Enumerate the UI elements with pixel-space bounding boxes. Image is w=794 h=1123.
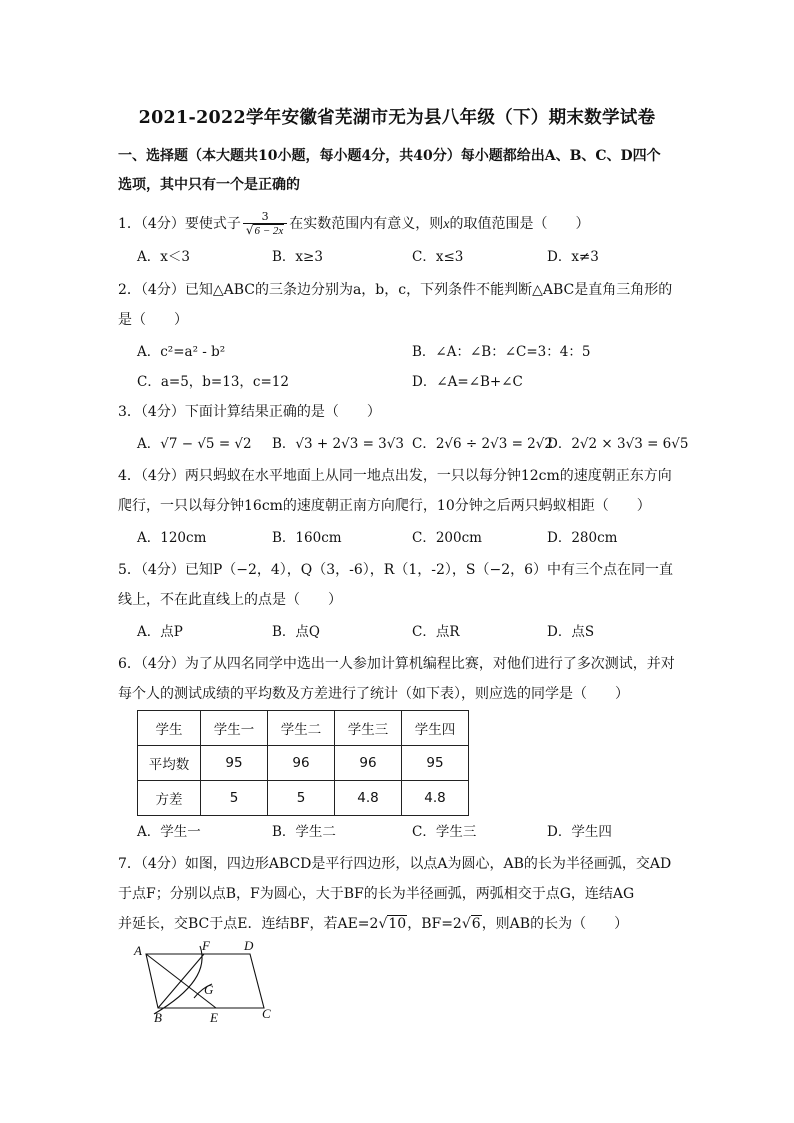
page-title: 2021-2022学年安徽省芜湖市无为县八年级（下）期末数学试卷 bbox=[138, 108, 656, 128]
segment-bf bbox=[158, 954, 204, 1008]
q4-option-c[interactable]: C．200cm bbox=[412, 530, 482, 546]
table-cell: 5 bbox=[201, 781, 268, 816]
label-e: E bbox=[210, 1010, 218, 1025]
q4-option-d[interactable]: D．280cm bbox=[547, 530, 618, 546]
q6-line1: 6．（4分）为了从四名同学中选出一人参加计算机编程比赛，对他们进行了多次测试，并对 bbox=[118, 656, 675, 672]
q4-option-b[interactable]: B．160cm bbox=[272, 530, 342, 546]
q3-option-b[interactable]: B．√3 + 2√3 = 3√3 bbox=[272, 436, 404, 452]
q1-option-b[interactable]: B．x≥3 bbox=[272, 249, 323, 265]
table-cell: 5 bbox=[268, 781, 335, 816]
question-1 bbox=[118, 211, 688, 237]
q4-option-a[interactable]: A．120cm bbox=[137, 530, 207, 546]
q7-line1: 7．（4分）如图，四边形ABCD是平行四边形，以点A为圆心，AB的长为半径画弧，交AD bbox=[118, 856, 672, 872]
q2-option-a[interactable]: A．c²=a² - b² bbox=[137, 344, 226, 360]
q4-line2: 爬行，一只以每分钟16cm的速度朝正南方向爬行，10分钟之后两只蚂蚁相距（ ） bbox=[118, 498, 651, 514]
q1-suffix-b: 的取值范围是（ ） bbox=[449, 216, 590, 232]
table-cell: 平均数 bbox=[138, 746, 201, 781]
q2-option-d[interactable]: D．∠A=∠B+∠C bbox=[412, 374, 523, 390]
q2-line2: 是（ ） bbox=[118, 312, 188, 328]
q5-option-d[interactable]: D．点S bbox=[547, 624, 595, 640]
radical-icon: √ bbox=[378, 916, 388, 932]
q6-option-d[interactable]: D．学生四 bbox=[547, 824, 612, 840]
q3-line1: 3．（4分）下面计算结果正确的是（ ） bbox=[118, 404, 381, 420]
q5-line1: 5．（4分）已知P（−2，4），Q（3，-6），R（1，-2），S（−2，6）中有三个点在同一直 bbox=[118, 562, 674, 578]
parallelogram-figure bbox=[132, 938, 282, 1028]
q7-line3-c: ，则AB的长为（ ） bbox=[481, 916, 629, 932]
q1-fraction bbox=[243, 211, 287, 237]
label-b: B bbox=[154, 1010, 162, 1025]
q1-option-d[interactable]: D．x≠3 bbox=[547, 249, 599, 265]
table-row-mean bbox=[138, 746, 469, 781]
q1-option-c[interactable]: C．x≤3 bbox=[412, 249, 464, 265]
label-g: G bbox=[204, 982, 214, 997]
table-row-variance bbox=[138, 781, 469, 816]
label-f: F bbox=[202, 938, 210, 953]
q7-radicand-2: 6 bbox=[471, 916, 481, 932]
q1-frac-num: 3 bbox=[243, 211, 287, 224]
table-row-header bbox=[138, 711, 469, 746]
label-d: D bbox=[244, 938, 254, 953]
q7-line2: 于点F；分别以点B，F为圆心，大于BF的长为半径画弧，两弧相交于点G，连结AG bbox=[118, 886, 635, 902]
q2-option-b[interactable]: B．∠A：∠B：∠C=3：4：5 bbox=[412, 344, 591, 360]
table-cell: 95 bbox=[402, 746, 469, 781]
q5-option-c[interactable]: C．点R bbox=[412, 624, 460, 640]
q2-option-c[interactable]: C．a=5，b=13，c=12 bbox=[137, 374, 289, 390]
q7-line3-a: 并延长，交BC于点E．连结BF，若AE=2 bbox=[118, 916, 379, 932]
table-cell: 4.8 bbox=[402, 781, 469, 816]
table-cell: 4.8 bbox=[335, 781, 402, 816]
q1-suffix-a: 在实数范围内有意义，则 bbox=[289, 216, 444, 232]
q1-frac-den: √6 − 2x bbox=[245, 223, 284, 237]
table-cell: 95 bbox=[201, 746, 268, 781]
q3-option-c[interactable]: C．2√6 ÷ 2√3 = 2√2 bbox=[412, 436, 553, 452]
q5-option-b[interactable]: B．点Q bbox=[272, 624, 320, 640]
q2-line1: 2．（4分）已知△ABC的三条边分别为a，b，c，下列条件不能判断△ABC是直角三角形的 bbox=[118, 282, 673, 298]
radical-icon: √ bbox=[461, 916, 471, 932]
q3-option-a[interactable]: A．√7 − √5 = √2 bbox=[137, 436, 252, 452]
q3-option-d[interactable]: D．2√2 × 3√3 = 6√5 bbox=[547, 436, 689, 452]
table-cell: 方差 bbox=[138, 781, 201, 816]
q6-line2: 每个人的测试成绩的平均数及方差进行了统计（如下表），则应选的同学是（ ） bbox=[118, 686, 629, 702]
section-heading-line1: 一、选择题（本大题共10小题，每小题4分，共40分）每小题都给出A、B、C、D四个 bbox=[118, 148, 661, 164]
radical-icon: √ bbox=[245, 223, 254, 237]
score-table bbox=[137, 710, 469, 816]
table-cell: 学生二 bbox=[268, 711, 335, 746]
table-cell: 学生四 bbox=[402, 711, 469, 746]
q1-prefix: 1．（4分）要使式子 bbox=[118, 216, 241, 232]
q7-line3-b: ，BF=2 bbox=[407, 916, 462, 932]
q4-line1: 4．（4分）两只蚂蚁在水平地面上从同一地点出发，一只以每分钟12cm的速度朝正东方向 bbox=[118, 468, 672, 484]
table-cell: 96 bbox=[335, 746, 402, 781]
table-cell: 学生三 bbox=[335, 711, 402, 746]
section-heading-line2: 选项，其中只有一个是正确的 bbox=[118, 177, 300, 193]
q6-option-a[interactable]: A．学生一 bbox=[137, 824, 201, 840]
q7-radicand-1: 10 bbox=[388, 916, 407, 932]
q5-line2: 线上，不在此直线上的点是（ ） bbox=[118, 592, 342, 608]
table-cell: 学生 bbox=[138, 711, 201, 746]
label-a: A bbox=[134, 943, 142, 958]
table-cell: 学生一 bbox=[201, 711, 268, 746]
q6-option-b[interactable]: B．学生二 bbox=[272, 824, 336, 840]
q1-var: x bbox=[443, 217, 450, 232]
q1-option-a[interactable]: A．x＜3 bbox=[137, 249, 190, 265]
q5-option-a[interactable]: A．点P bbox=[137, 624, 183, 640]
table-cell: 96 bbox=[268, 746, 335, 781]
q7-line3 bbox=[118, 914, 688, 934]
q6-option-c[interactable]: C．学生三 bbox=[412, 824, 477, 840]
label-c: C bbox=[262, 1006, 271, 1021]
